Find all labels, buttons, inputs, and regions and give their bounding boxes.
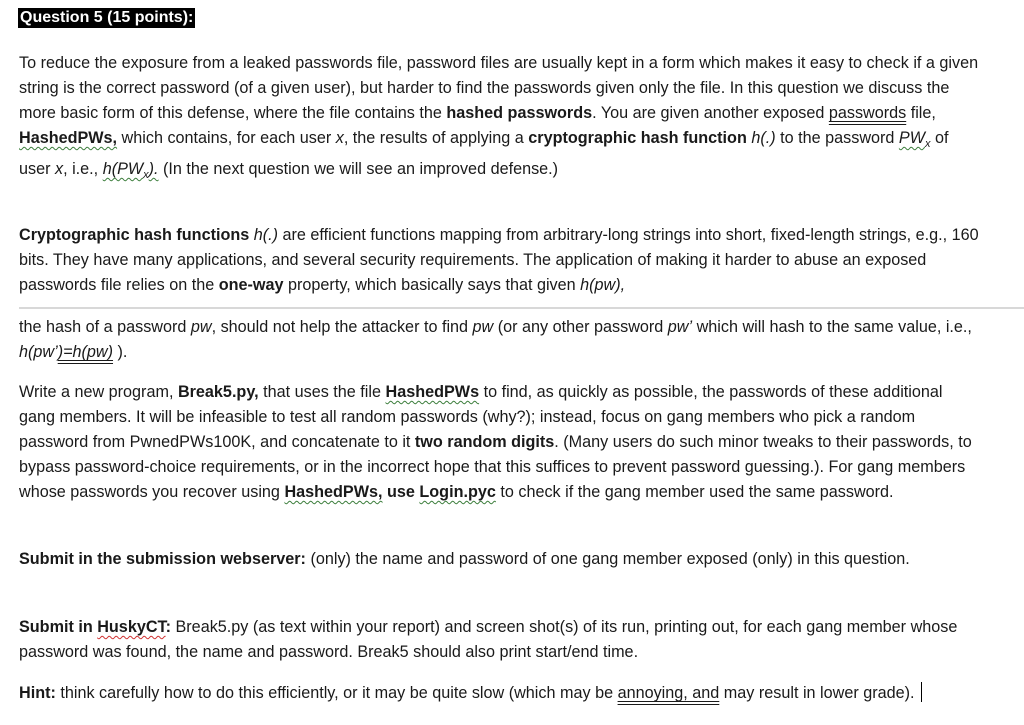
subscript-x: x xyxy=(924,138,931,151)
bold-colon: : xyxy=(165,618,171,636)
text: which contains, for each user xyxy=(117,129,336,147)
func-h: h(.) xyxy=(751,129,776,147)
text: Break5.py (as text within your report) and screen shot(s) of its run, printing out, for each gang member whose password was found, the name and password. Break5 should also print start/end time. xyxy=(19,618,958,661)
text: (In the next question we will see an improved defense.) xyxy=(158,160,559,179)
passwords-word: passwords xyxy=(828,104,907,122)
text: , i.e., xyxy=(63,160,103,179)
text: . (Many users do such minor tweaks to their passwords, to bypass password-choice requirements, or in the incorrect hope that this suffices to prevent password guessing.). For gang members whose passwords you recover using xyxy=(19,433,972,501)
bold-hashed-passwords: hashed passwords xyxy=(446,104,593,122)
hpw-end: ). xyxy=(148,160,159,179)
hpw-text: h(PW xyxy=(102,160,144,179)
text: ). xyxy=(113,343,128,361)
question-heading: Question 5 (15 points): xyxy=(20,9,194,26)
bold-hint-label: Hint: xyxy=(19,684,56,702)
text: Write a new program, xyxy=(19,383,178,401)
document xyxy=(19,8,987,702)
text: may result in lower grade). xyxy=(719,684,915,702)
pwx-text: PW xyxy=(898,129,925,147)
var-x: x xyxy=(335,129,344,147)
text: , the results of applying a xyxy=(343,129,529,147)
text: , should not help the attacker to find xyxy=(211,318,473,336)
hashedpws-term: HashedPWs xyxy=(385,383,480,401)
func-hpw: h(pw), xyxy=(580,276,626,294)
text: that uses the file xyxy=(258,383,386,401)
page-divider xyxy=(19,307,1024,309)
text: . You are given another exposed xyxy=(592,104,829,122)
text: (or any other password xyxy=(493,318,668,336)
text: to find, as quickly as possible, the passwords of these additional gang members. It will be infeasible to test all random passwords (why?); instead, focus on gang members who pick a random password from PwnedPWs100K, and concatenate to it xyxy=(19,383,943,451)
var-x: x xyxy=(55,160,64,179)
paragraph-submit-webserver xyxy=(19,547,979,572)
text: which will hash to the same value, i.e., xyxy=(692,318,972,336)
bold-chf: cryptographic hash function xyxy=(528,129,747,147)
text: of user xyxy=(19,129,949,179)
bold-submit-label: Submit in the submission webserver: xyxy=(19,550,306,568)
bold-one-way: one-way xyxy=(218,276,284,294)
huskyct-term: HuskyCT xyxy=(97,618,166,636)
text: file, xyxy=(906,104,936,122)
bold-break5: Break5.py, xyxy=(177,383,259,401)
text-cursor[interactable] xyxy=(921,682,922,702)
func-h: h(.) xyxy=(253,226,279,244)
text: the hash of a password xyxy=(19,318,191,336)
paragraph-task xyxy=(19,380,979,505)
bold-chf: Cryptographic hash functions xyxy=(19,226,250,244)
text: to the password xyxy=(775,129,899,147)
paragraph-submit-huskyct xyxy=(19,615,979,665)
paragraph-one-way xyxy=(19,315,979,365)
text: to check if the gang member used the same password. xyxy=(495,483,894,501)
paragraph-hint xyxy=(19,681,979,706)
hpwx-term xyxy=(102,160,159,182)
text: are efficient functions mapping from arbitrary-long strings into short, fixed-length strings, e.g., 160 bits. They have many applications, and several security requirements. The application of making it harder to abuse an exposed passwords file relies on the xyxy=(19,226,979,294)
bold-use: use xyxy=(387,483,420,501)
var-pw: pw xyxy=(472,318,494,336)
text: (only) the name and password of one gang member exposed (only) in this question. xyxy=(305,550,910,568)
var-pw-prime: pw’ xyxy=(667,318,693,336)
text: To reduce the exposure from a leaked passwords file, password files are usually kept in a form which makes it easy to check if a given string is the correct password (of a given user), but harder to find the passwords given only the file. In this question we discuss the more basic form of this defense, where the file contains the xyxy=(19,54,979,122)
bold-submit-label: Submit in xyxy=(19,618,98,636)
var-pw: pw xyxy=(190,318,212,336)
hashedpws-term: HashedPWs, xyxy=(19,129,118,147)
subscript-x: x xyxy=(143,169,149,182)
hashedpws-term: HashedPWs, xyxy=(284,483,383,501)
bold-two-digits: two random digits xyxy=(414,433,555,451)
annoying-term: annoying, and xyxy=(617,684,720,702)
equation xyxy=(19,343,113,361)
eq-right: )=h(pw) xyxy=(57,343,114,361)
paragraph-intro xyxy=(19,51,979,188)
eq-left: h(pw’ xyxy=(19,343,58,361)
text: property, which basically says that given xyxy=(283,276,581,294)
text: think carefully how to do this efficiently, or it may be quite slow (which may be xyxy=(55,684,618,702)
pwx-term xyxy=(898,129,931,151)
paragraph-hash-functions xyxy=(19,223,979,298)
login-pyc-term: Login.pyc xyxy=(419,483,496,501)
